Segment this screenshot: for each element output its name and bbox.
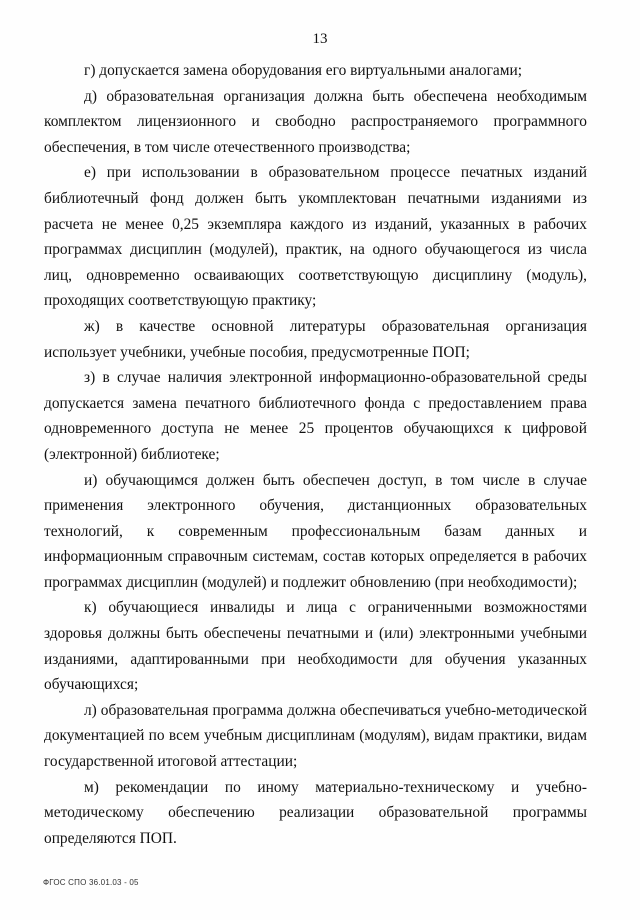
paragraph-e: е) при использовании в образовательном процессе печатных изданий библиотечный фонд должен быть укомплектован печатными изданиями из расчета не менее 0,25 экземпляра каждого из изданий, указанных в рабочих программах дисциплин (модулей), практик, на одного обучающегося из числа лиц, одновременно осваивающих соответствующую дисциплину (модуль), проходящих соответствующую практику; [44,164,587,310]
paragraph-i: и) обучающимся должен быть обеспечен доступ, в том числе в случае применения электронного обучения, дистанционных образовательных технологий, к современным профессиональным базам данных и информационным справочным системам, состав которых определяется в рабочих программах дисциплин (модулей) и подлежит обновлению (при необходимости); [44,471,587,591]
paragraph-d: д) образовательная организация должна быть обеспечена необходимым комплектом лицензионного и свободно распространяемого программного обеспечения, в том числе отечественного производства; [44,87,587,156]
body-text [44,58,587,851]
paragraph-zh: ж) в качестве основной литературы образовательная организация использует учебники, учебные пособия, предусмотренные ПОП; [44,317,587,361]
paragraph-g: г) допускается замена оборудования его виртуальными аналогами; [84,62,522,79]
paragraph-k: к) обучающиеся инвалиды и лица с ограниченными возможностями здоровья должны быть обеспечены печатными и (или) электронными учебными изданиями, адаптированными при необходимости для обучения указанных обучающихся; [44,599,587,694]
paragraph-m: м) рекомендации по иному материально-техническому и учебно-методическому обеспечению реализации образовательной программы определяются ПОП. [44,778,587,847]
paragraph-l: л) образовательная программа должна обеспечиваться учебно-методической документацией по всем учебным дисциплинам (модулям), видам практики, видам государственной итоговой аттестации; [44,701,587,771]
page-number: 13 [312,31,328,47]
paragraph-z: з) в случае наличия электронной информационно-образовательной среды допускается замена печатного библиотечного фонда с предоставлением права одновременного доступа не менее 25 процентов обучающихся к цифровой (электронной) библиотеке; [44,369,587,463]
footer-standard-code: ФГОС СПО 36.01.03 - 05 [43,878,139,887]
